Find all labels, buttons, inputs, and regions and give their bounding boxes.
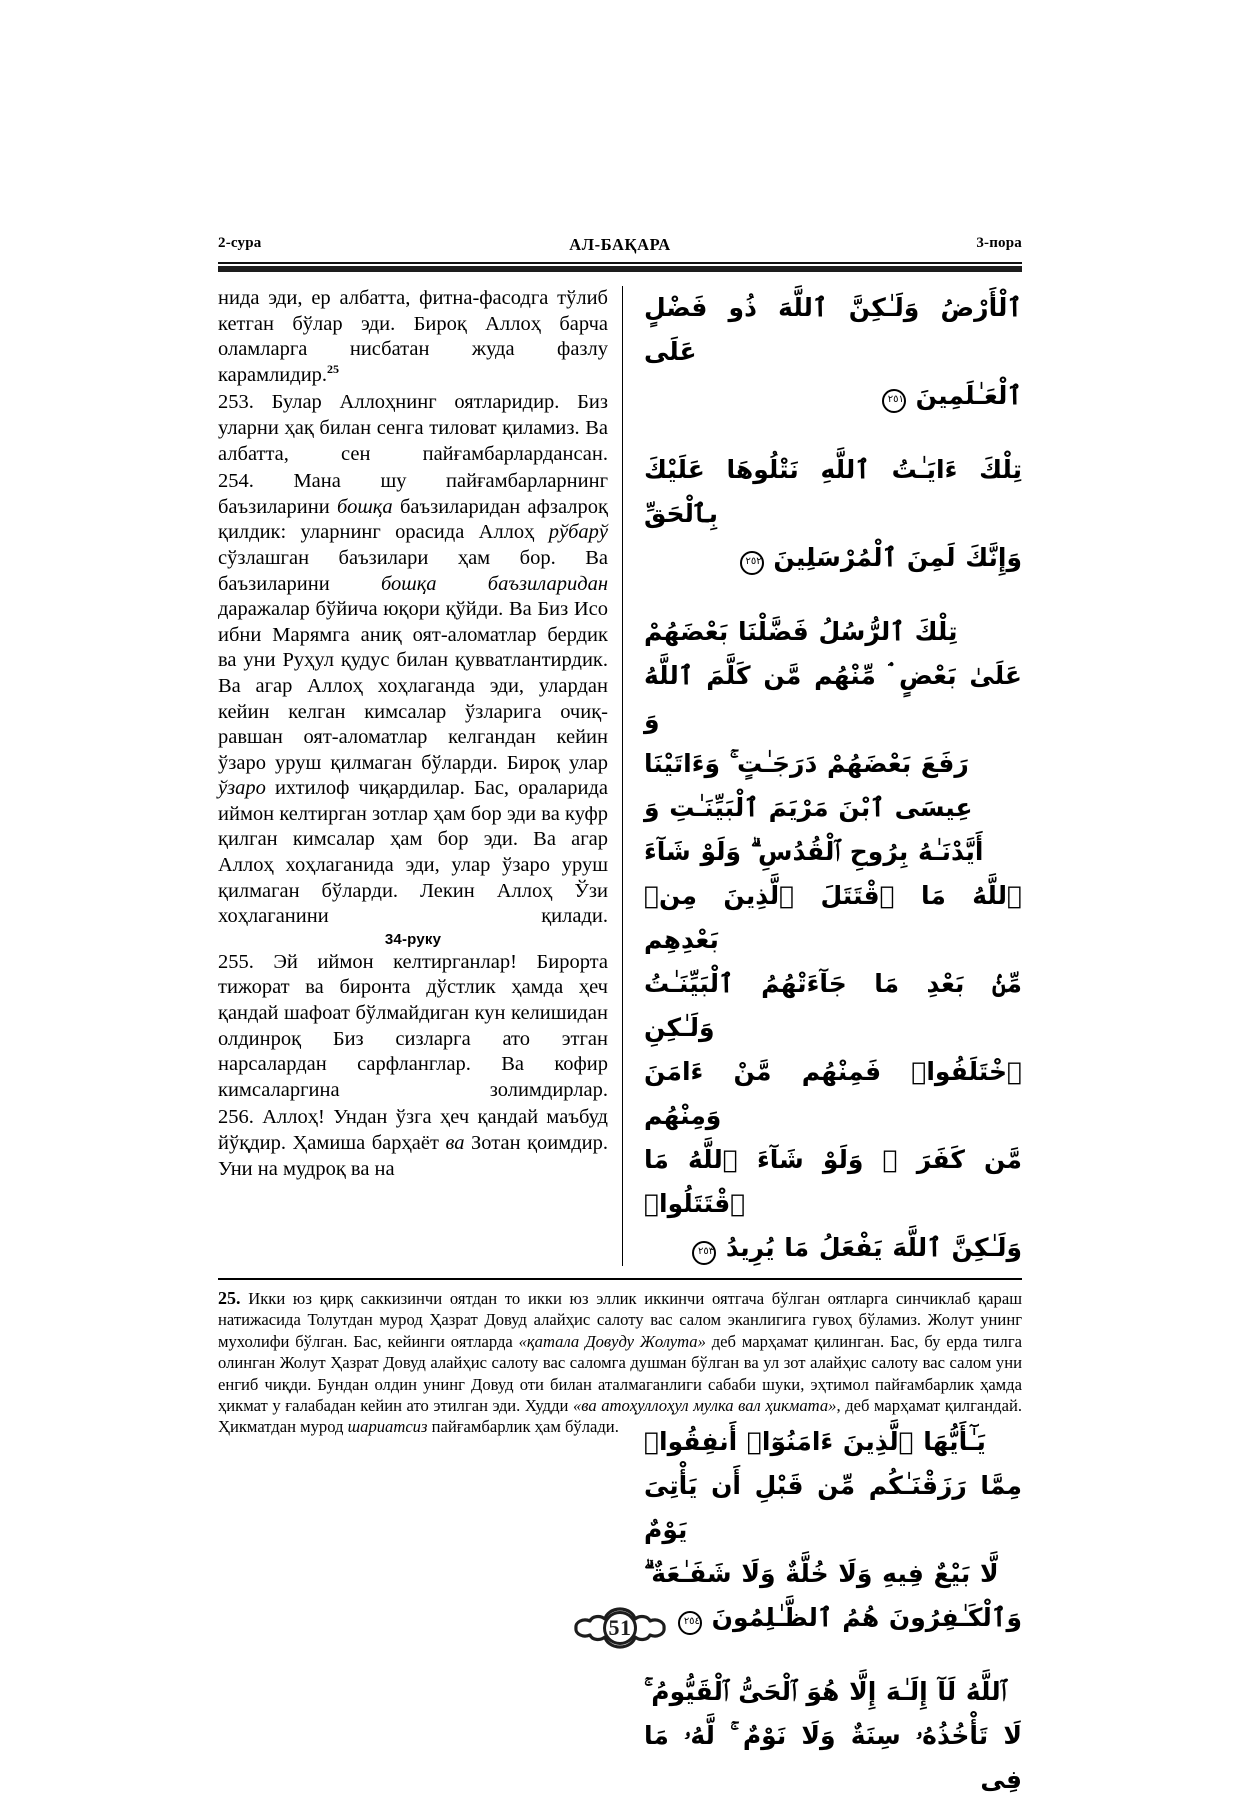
page-canvas [218,0,1023,1794]
arabic-line: مَّن كَفَرَ ۚ وَلَوْ شَآءَ ٱللَّهُ مَا ٱقْتَتَلُوا۟ [644,1145,1022,1218]
arabic-line: عِيسَى ٱبْنَ مَرْيَمَ ٱلْبَيِّنَـٰتِ وَ [644,793,973,822]
emphasised-text: ва [445,1132,465,1154]
arabic-line: أَيَّدْنَـٰهُ بِرُوحِ ٱلْقُدُسِ ۗ وَلَوْ شَآءَ [644,837,984,866]
arabic-line: ٱلْأَرْضُ وَلَـٰكِنَّ ٱللَّهَ ذُو فَضْلٍ عَلَى [644,293,1022,366]
arabic-line: ٱللَّهُ مَا ٱقْتَتَلَ ٱلَّذِينَ مِنۢ بَعْدِهِم [644,881,1022,954]
arabic-blocks [644,286,1022,1802]
footnote [218,1288,1022,1438]
footnote-rule [218,1278,1022,1280]
emphasised-text: ўзаро [218,777,266,800]
arabic-line: تِلْكَ ءَايَـٰتُ ٱللَّهِ نَتْلُوهَا عَلَيْكَ بِٱلْحَقِّ [644,455,1022,528]
ayah-256: 256. Аллоҳ! Ундан ўзга ҳеч қандай маъбуд йўқдир. Ҳамиша барҳаёт ва Зотан қоимдир. Уни на мудроқ ва на [218,1106,608,1180]
folio-ornament [562,1605,678,1651]
arabic-line: تِلْكَ ٱلرُّسُلُ فَضَّلْنَا بَعْضَهُمْ [644,617,958,646]
translation-column [218,286,608,1182]
ayah-255: 255. Эй иймон келтирганлар! Бирорта тижорат ва биронта дўстлик ҳамда ҳеч қандай шафоат бўлмайдиган кун келишидан олдинроқ Биз сизларга ато этган нарсалардан сарфланглар. Ва кофир кимсаларгина золимдирлар. [218,950,608,1101]
emphasised-text: шариатсиз [347,1417,428,1437]
arabic-line: وَإِنَّكَ لَمِنَ ٱلْمُرْسَلِينَ ٢٥٢ [644,536,1022,580]
arabic-line: ٱللَّهُ لَآ إِلَـٰهَ إِلَّا هُوَ ٱلْحَىُّ ٱلْقَيُّومُ ۚ [644,1677,1007,1706]
arabic-line: وَٱلْكَـٰفِرُونَ هُمُ ٱلظَّـٰلِمُونَ ٢٥٤ [644,1596,1022,1640]
arabic-253 [644,448,1022,580]
arabic-256 [644,1670,1022,1802]
arabic-block-spacer [644,580,1022,610]
arabic-line: مِّنۢ بَعْدِ مَا جَآءَتْهُمُ ٱلْبَيِّنَـٰتُ وَلَـٰكِنِ [644,969,1022,1042]
verse-number-marker: ٢٥٣ [692,1241,716,1265]
translation-paragraphs-after-ruku [218,950,608,1182]
column-divider [622,286,623,1266]
arabic-line: رَفَعَ بَعْضَهُمْ دَرَجَـٰتٍ ۚ وَءَاتَيْنَا [644,749,969,778]
running-head-sura: 2-сура [218,235,262,251]
verse-number-marker: ٢٥١ [882,389,906,413]
running-head-title: АЛ-БАҚАРА [569,235,671,254]
arabic-line: ٱخْتَلَفُوا۟ فَمِنْهُم مَّنْ ءَامَنَ وَمِنْهُم [644,1057,1022,1130]
running-head [218,235,1022,259]
verse-number-marker: ٢٥٤ [678,1611,702,1635]
arabic-line: مِمَّا رَزَقْنَـٰكُم مِّن قَبْلِ أَن يَأْتِىَ يَوْمٌ [644,1471,1022,1544]
arabic-252-tail [644,286,1022,418]
emphasised-text: рўбарў [548,521,608,544]
emphasised-text: «қатала Довуду Жолута» [518,1331,706,1351]
arabic-line: يَـٰٓأَيُّهَا ٱلَّذِينَ ءَامَنُوٓا۟ أَنفِقُوا۟ [644,1427,986,1456]
ayah-253: 253. Булар Аллоҳнинг оятларидир. Биз уларни ҳақ билан сенга тиловат қиламиз. Ва албатта, сен пайғамбарлардансан. [218,391,608,465]
para-continuation: нида эди, ер албатта, фитна-фасодга тўлиб кетган бўлар эди. Бироқ Аллоҳ барча оламларга нисбатан жуда фазлу карамлидир.$^{25}$ [218,287,608,386]
running-head-juz: 3-пора [976,235,1022,251]
ayah-254: 254. Мана шу пайғамбарларнинг баъзиларини бошқа баъзиларидан афзалроқ қилдик: уларнинг орасида Аллоҳ рўбарў сўзлашган баъзилари ҳам бор. Ва баъзиларини бошқа баъзиларидан даражалар бўйича юқори қўйди. Ва Биз Исо ибни Марямга аниқ оят-аломатлар бердик ва уни Руҳул қудус билан қувватлантирдик. Ва агар Аллоҳ хоҳлаганда эди, улардан кейин келган кимсалар ўзларига очиқ-равшан оят-аломатлар келгандан кейин ўзаро уруш қилмаган бўларди. Бироқ улар ўзаро ихтилоф чиқардилар. Бас, ораларида иймон келтирган зотлар ҳам бор эди ва куфр қилган кимсалар ҳам бор эди. Ва агар Аллоҳ хоҳлаганида эди, улар ўзаро уруш қилмаган бўларди. Лекин Аллоҳ Ўзи хоҳлаганини қилади. [218,470,608,928]
verse-number-marker: ٢٥٢ [740,551,764,575]
arabic-line: عَلَىٰ بَعْضٍ ۘ مِّنْهُم مَّن كَلَّمَ ٱللَّهُ وَ [644,661,1022,734]
page-number: 51 [608,1615,632,1640]
arabic-254 [644,610,1022,1270]
arabic-block-spacer [644,418,1022,448]
footnote-number: 25. [218,1288,241,1308]
footnote-text: Икки юз қирқ саккизинчи оятдан то икки юз эллик иккинчи оятгача бўлган оятларга синчиклаб қараш натижасида Толутдан мурод Ҳазрат Довуд алайҳис салоту вас салом эканлигига гувоҳ бўламиз. Жолут унинг мухолифи бўлган. Бас, кейинги оятларда «қатала Довуду Жолута» деб марҳамат қилинган. Бас, бу ерда тилга олинган Жолут Ҳазрат Довуд алайҳис салоту вас саломга душман бўлган ва ул зот алайҳис салоту вас салом уни енгиб чиқди. Бундан олдин унинг Довуд оти билан аталмаганлиги сабаби шуки, эҳтимол пайғамбарлик ҳамда ҳикмат у ғалабадан кейин ато этилган эди. Худди «ва атоҳуллоҳул мулка вал ҳикмата», деб марҳамат қилгандай. Ҳикматдан мурод шариатсиз пайғамбарлик ҳам бўлади. [218,1289,1023,1437]
arabic-column [644,286,1022,1802]
ruku-marker: 34-руку [384,930,442,948]
arabic-line: وَلَـٰكِنَّ ٱللَّهَ يَفْعَلُ مَا يُرِيدُ ٢٥٣ [644,1226,1022,1270]
translation-paragraphs [218,286,608,930]
header-rule-thin [218,262,1022,264]
arabic-line: لَا تَأْخُذُهُۥ سِنَةٌ وَلَا نَوْمٌ ۚ لَّهُۥ مَا فِى [644,1721,1022,1794]
arabic-line: لَّا بَيْعٌ فِيهِ وَلَا خُلَّةٌ وَلَا شَفَـٰعَةٌ ۗ [644,1559,999,1588]
emphasised-text: «ва атоҳуллоҳул мулка вал ҳикмата» [573,1396,837,1416]
arabic-line: ٱلْعَـٰلَمِينَ ٢٥١ [644,374,1022,418]
emphasised-text: бошқа баъзиларидан [380,572,608,595]
footnote-ref[interactable]: 25 [327,361,340,376]
emphasised-text: бошқа [337,495,393,518]
folio [218,1598,1022,1658]
header-rule-thick [218,266,1022,272]
